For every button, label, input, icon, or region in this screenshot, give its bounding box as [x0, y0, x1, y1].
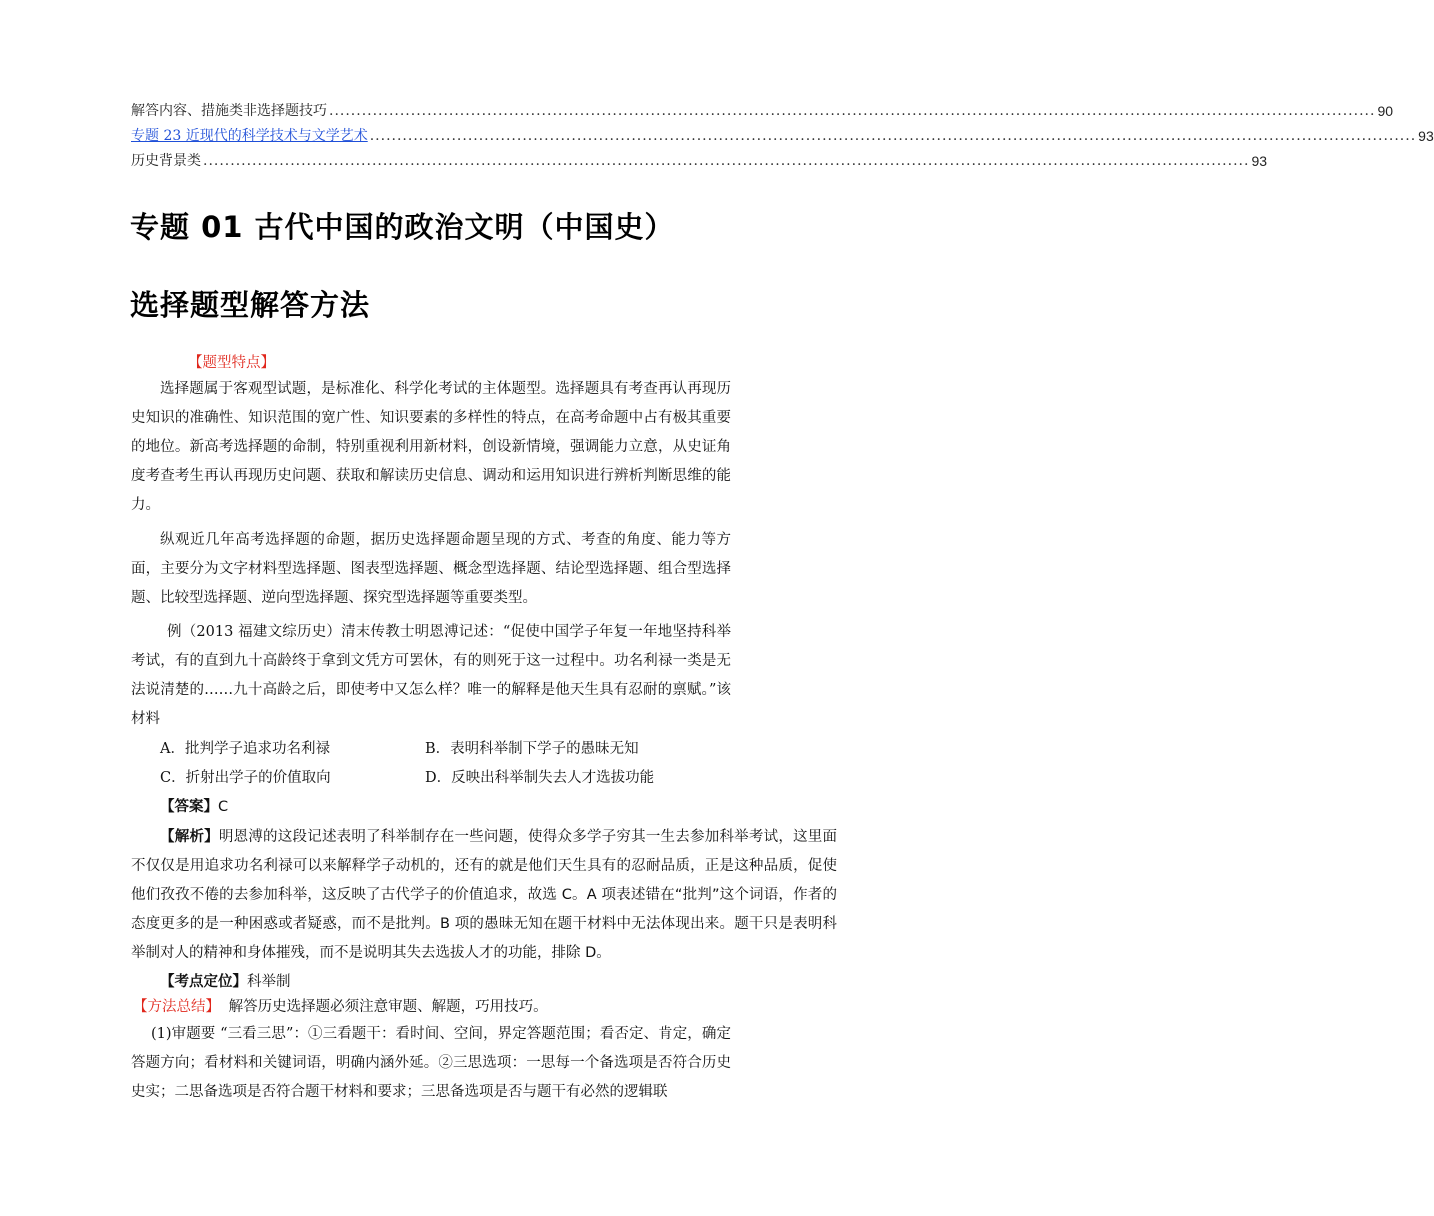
toc-entry-link[interactable]	[131, 126, 1434, 146]
toc-page-number: 90	[1377, 103, 1394, 119]
toc-entry-label[interactable]: 专题 23 近现代的科学技术与文学艺术	[131, 128, 368, 144]
analysis-label: 【解析】	[160, 829, 219, 845]
option-a: A．批判学子追求功名利禄	[160, 741, 330, 757]
analysis-paragraph	[131, 823, 837, 968]
option-d: D．反映出科举制失去人才选拔功能	[425, 770, 655, 786]
toc-entry-label: 历史背景类	[131, 153, 201, 169]
intro-paragraph-1: 选择题属于客观型试题，是标准化、科学化考试的主体题型。选择题具有考查再认再现历史知识的准确性、知识范围的宽广性、知识要素的多样性的特点，在高考命题中占有极其重要的地位。新高考选择题的命制，特别重视利用新材料，创设新情境，强调能力立意，从史证角度考查考生再认再现历史问题、获取和解读历史信息、调动和运用知识进行辨析判断思维的能力。	[131, 381, 731, 513]
toc-page-number: 93	[1251, 153, 1268, 169]
section-title: 选择题型解答方法	[130, 288, 371, 322]
method-label: 【方法总结】	[133, 999, 220, 1015]
toc-page-number: 93	[1418, 128, 1434, 144]
intro-paragraph-2: 纵观近几年高考选择题的命题，据历史选择题命题呈现的方式、考查的角度、能力等方面，主要分为文字材料型选择题、图表型选择题、概念型选择题、结论型选择题、组合型选择题、比较型选择题、逆向型选择题、探究型选择题等重要类型。	[131, 532, 731, 606]
method-text: 解答历史选择题必须注意审题、解题，巧用技巧。	[228, 999, 548, 1015]
toc-leader-dots: ................................................................................................................................................................................................	[329, 103, 1376, 119]
kaodian-label: 【考点定位】	[160, 974, 247, 990]
method-line	[133, 995, 548, 1016]
toc-entry-label: 解答内容、措施类非选择题技巧	[131, 103, 327, 119]
analysis-text: 明恩溥的这段记述表明了科举制存在一些问题，使得众多学子穷其一生去参加科举考试，这里面不仅仅是用追求功名利禄可以来解释学子动机的，还有的就是他们天生具有的忍耐品质，正是这种品质，促使他们孜孜不倦的去参加科举，这反映了古代学子的价值追求，故选 C。A 项表述错在“批判”这个词语，作者的态度更多的是一种困惑或者疑惑，而不是批判。B 项的愚昧无知在题干材料中无法体现出来。题干只是表明科举制对人的精神和身体摧残，而不是说明其失去选拔人才的功能，排除 D。	[131, 829, 837, 961]
toc-leader-dots: ................................................................................................................................................................................................	[369, 128, 1417, 144]
option-b: B．表明科举制下学子的愚昧无知	[425, 741, 639, 757]
toc-leader-dots: ................................................................................................................................................................................................	[203, 153, 1250, 169]
toc-entry[interactable]	[131, 101, 1394, 121]
answer-value: C	[218, 799, 229, 815]
answer-label: 【答案】	[160, 799, 218, 815]
answer-line	[160, 795, 228, 816]
toc-entry[interactable]	[131, 151, 1268, 171]
option-c: C．折射出学子的价值取向	[160, 770, 331, 786]
chapter-title: 专题 01 古代中国的政治文明（中国史）	[130, 210, 675, 244]
section-tag: 【题型特点】	[188, 355, 275, 371]
method-paragraph: (1)审题要 “三看三思”：①三看题干：看时间、空间，界定答题范围；看否定、肯定，确定答题方向；看材料和关键词语，明确内涵外延。②三思选项：一思每一个备选项是否符合历史史实；二思备选项是否符合题干材料和要求；三思备选项是否与题干有必然的逻辑联	[131, 1026, 731, 1100]
kaodian-line	[160, 970, 291, 991]
example-question: 例（2013 福建文综历史）清末传教士明恩溥记述：“促使中国学子年复一年地坚持科举考试，有的直到九十高龄终于拿到文凭方可罢休，有的则死于这一过程中。功名利禄一类是无法说清楚的……九十高龄之后，即使考中又怎么样？唯一的解释是他天生具有忍耐的禀赋。”该材料	[131, 624, 731, 727]
kaodian-value: 科举制	[247, 974, 291, 990]
